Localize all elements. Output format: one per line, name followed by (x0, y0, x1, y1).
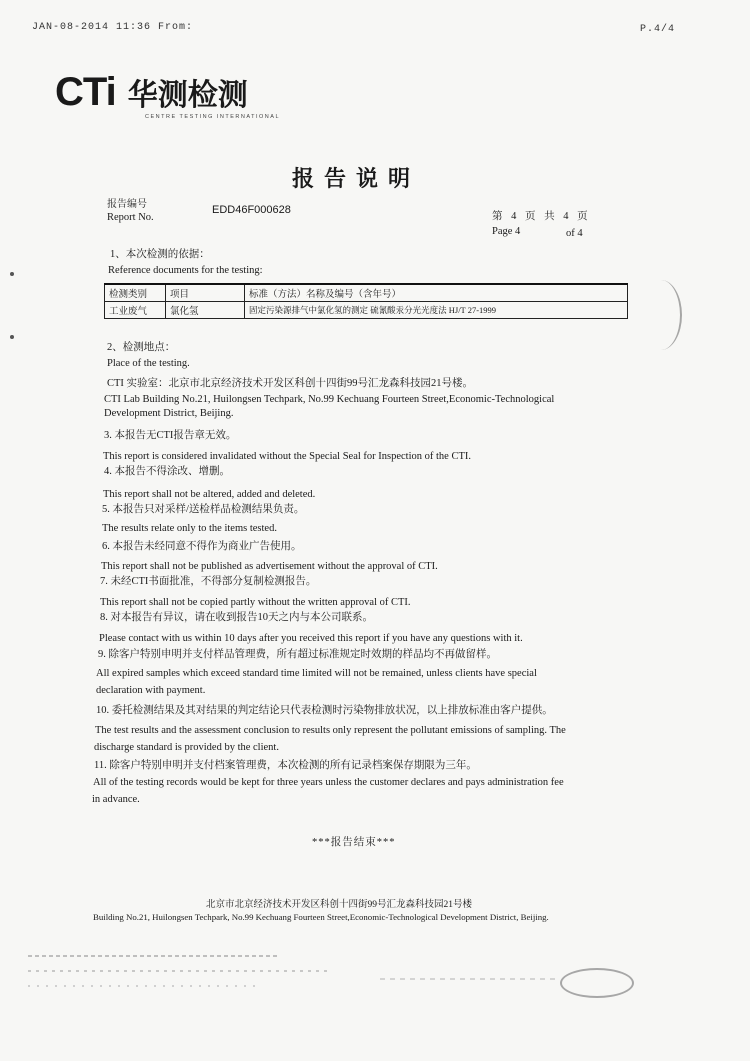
scan-speck (10, 272, 14, 276)
item-3-en: This report is considered invalidated without the Special Seal for Inspection of the CTI. (103, 451, 471, 462)
reference-table (104, 283, 628, 319)
page-info-en-a: Page 4 (492, 226, 521, 237)
item-6-en: This report shall not be published as advertisement without the approval of CTI. (101, 561, 438, 572)
table-cell: 氯化氢 (166, 302, 245, 319)
item-9-cn: 9. 除客户特别申明并支付样品管理费，所有超过标准规定时效期的样品均不再做留样。 (98, 649, 497, 660)
logo-chinese: 华测检测 (127, 78, 248, 113)
item-10-en-line1: The test results and the assessment conclusion to results only represent the pollutant emissions of sampling. The (95, 725, 566, 736)
report-no-label-en: Report No. (107, 212, 154, 223)
footer-address-en: Building No.21, Huilongsen Techpark, No.99 Kechuang Fourteen Street,Economic-Technological Development District, Beijing. (93, 912, 549, 922)
scan-speck (10, 335, 14, 339)
item-10-en-line2: discharge standard is provided by the client. (94, 742, 279, 753)
item-9-en-line1: All expired samples which exceed standard time limited will not be remained, unless clients have special (96, 668, 537, 679)
item-7-cn: 7. 未经CTI书面批准，不得部分复制检测报告。 (100, 576, 317, 587)
item-7-en: This report shall not be copied partly without the written approval of CTI. (100, 597, 411, 608)
table-header-cell: 检测类别 (105, 284, 166, 302)
page-info-en-b: of 4 (566, 228, 583, 239)
fax-header-left: JAN-08-2014 11:36 From: (32, 22, 194, 33)
item-10-cn: 10. 委托检测结果及其对结果的判定结论只代表检测时污染物排放状况，以上排放标准由客户提供。 (96, 705, 553, 716)
section1-cn: 1、本次检测的依据： (110, 249, 210, 260)
logo-brand: CTi (55, 70, 116, 114)
table-header-row (105, 284, 628, 302)
item-8-cn: 8. 对本报告有异议，请在收到报告10天之内与本公司联系。 (100, 612, 373, 623)
section2-address-en-line2: Development District, Beijing. (104, 408, 234, 419)
company-logo (55, 70, 281, 120)
item-11-en-line1: All of the testing records would be kept for three years unless the customer declares and pays administration fee (93, 777, 564, 788)
item-4-en: This report shall not be altered, added and deleted. (103, 489, 316, 500)
end-of-report-mark: ***报告结束*** (312, 837, 396, 848)
item-5-cn: 5. 本报告只对采样/送检样品检测结果负责。 (102, 504, 305, 515)
table-cell: 固定污染源排气中氯化氢的测定 硫氰酸汞分光光度法 HJ/T 27-1999 (245, 302, 628, 319)
faded-seal-mark (640, 280, 682, 350)
table-header-cell: 标准（方法）名称及编号（含年号） (245, 284, 628, 302)
fax-header-right: P.4/4 (640, 24, 676, 35)
report-no-value: EDD46F000628 (212, 204, 291, 216)
table-row (105, 302, 628, 319)
item-3-cn: 3. 本报告无CTI报告章无效。 (104, 430, 237, 441)
faded-seal-mark-footer (560, 968, 634, 998)
scan-residue-line (28, 955, 278, 957)
table-header-cell: 项目 (166, 284, 245, 302)
table-cell: 工业废气 (105, 302, 166, 319)
scan-residue-line (28, 970, 328, 972)
section2-en: Place of the testing. (107, 358, 190, 369)
section2-cn: 2、检测地点： (107, 342, 176, 353)
item-11-en-line2: in advance. (92, 794, 140, 805)
report-no-label-cn: 报告编号 (107, 199, 147, 210)
item-6-cn: 6. 本报告未经同意不得作为商业广告使用。 (102, 541, 302, 552)
logo-subtitle: CENTRE TESTING INTERNATIONAL (145, 114, 281, 120)
item-8-en: Please contact with us within 10 days after you received this report if you have any questions with it. (99, 633, 523, 644)
item-5-en: The results relate only to the items tested. (102, 523, 277, 534)
item-4-cn: 4. 本报告不得涂改、增删。 (104, 466, 230, 477)
section2-address-cn: CTI 实验室：北京市北京经济技术开发区科创十四街99号汇龙森科技园21号楼。 (107, 378, 474, 389)
item-11-cn: 11. 除客户特别申明并支付档案管理费，本次检测的所有记录档案保存期限为三年。 (94, 760, 477, 771)
scan-residue-line (28, 985, 258, 987)
footer-address-cn: 北京市北京经济技术开发区科创十四街99号汇龙森科技园21号楼 (206, 900, 473, 910)
section1-en: Reference documents for the testing: (108, 265, 263, 276)
item-9-en-line2: declaration with payment. (96, 685, 206, 696)
page-info-cn: 第 4 页 共 4 页 (492, 211, 588, 222)
page-title: 报告说明 (292, 167, 421, 192)
scan-residue-line (380, 978, 560, 980)
section2-address-en-line1: CTI Lab Building No.21, Huilongsen Techpark, No.99 Kechuang Fourteen Street,Economic-Technological (104, 394, 555, 405)
